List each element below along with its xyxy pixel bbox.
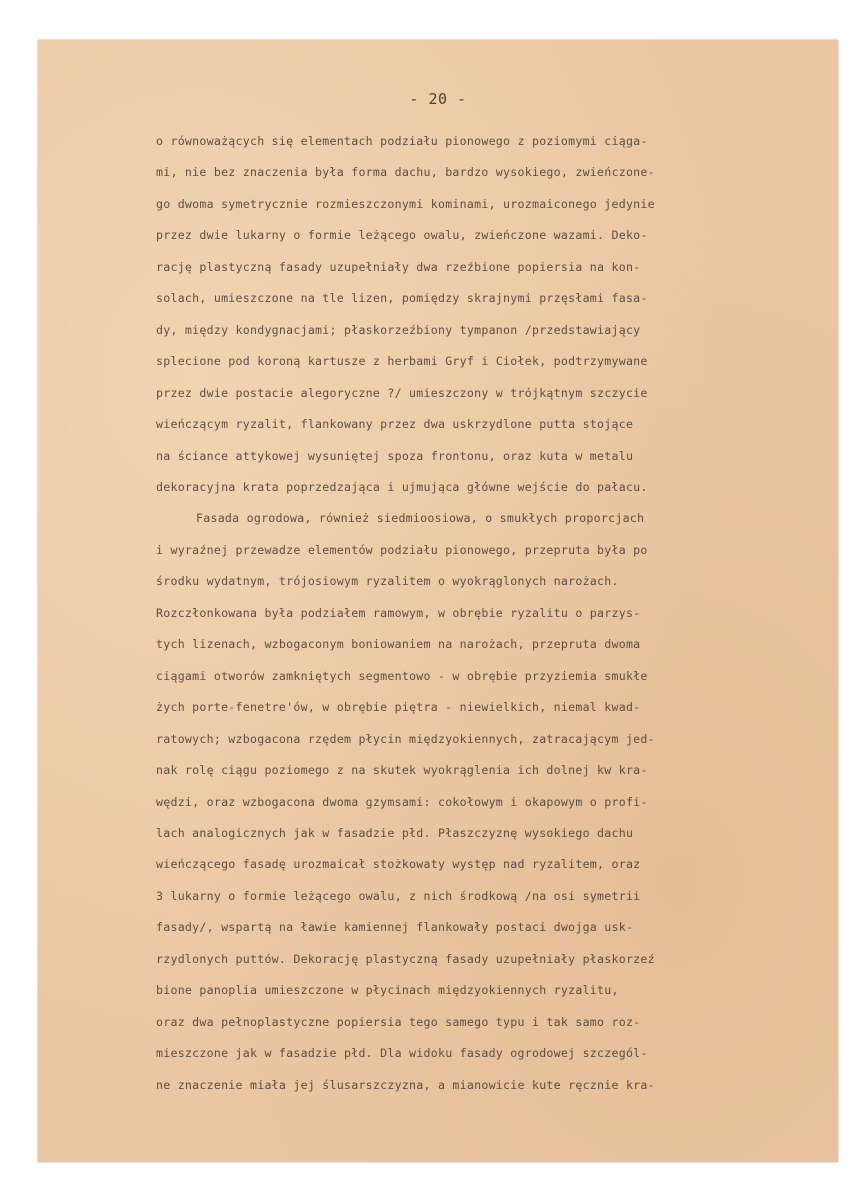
text-line: środku wydatnym, trójosiowym ryzalitem o wyokrąglonych narożach. (156, 574, 619, 589)
text-line: mieszczone jak w fasadzie płd. Dla widoku fasady ogrodowej szczegól- (156, 1046, 648, 1061)
text-line: dy, między kondygnacjami; płaskorzeźbiony tympanon /przedstawiający (156, 322, 641, 337)
text-line: wieńczącego fasadę urozmaicał stożkowaty występ nad ryzalitem, oraz (156, 857, 641, 872)
text-line: przez dwie lukarny o formie leżącego owalu, zwieńczone wazami. Deko- (156, 228, 648, 243)
text-line: ne znaczenie miała jej ślusarszczyzna, a mianowicie kute ręcznie kra- (156, 1077, 655, 1092)
text-line: rzydlonych puttów. Dekorację plastyczną fasady uzupełniały płaskorzeź (156, 951, 655, 966)
text-line: rację plastyczną fasady uzupełniały dwa rzeźbione popiersia na kon- (156, 259, 641, 274)
document-page (38, 40, 838, 1162)
paragraph-start-line: Fasada ogrodowa, również siedmioosiowa, o smukłych proporcjach (196, 511, 645, 526)
text-line: ciągami otworów zamkniętych segmentowo - w obrębie przyziemia smukłe (156, 668, 648, 683)
text-line: Rozczłonkowana była podziałem ramowym, w obrębie ryzalitu o parzys- (156, 605, 641, 620)
text-line: 3 lukarny o formie leżącego owalu, z nich środkową /na osi symetrii (156, 888, 641, 903)
text-line: na ściance attykowej wysuniętej spoza frontonu, oraz kuta w metalu (156, 448, 634, 463)
text-line: mi, nie bez znaczenia była forma dachu, bardzo wysokiego, zwieńczone- (156, 165, 655, 180)
text-line: solach, umieszczone na tle lizen, pomiędzy skrajnymi przęsłami fasa- (156, 291, 648, 306)
text-line: tych lizenach, wzbogaconym boniowaniem na narożach, przepruta dwoma (156, 637, 641, 652)
text-line: nak rolę ciągu poziomego z na skutek wyokrąglenia ich dolnej kw kra- (156, 763, 648, 778)
text-line: o równoważących się elementach podziału pionowego z poziomymi ciąga- (156, 134, 648, 148)
text-line: fasady/, wspartą na ławie kamiennej flankowały postaci dwojga usk- (156, 920, 634, 935)
text-line: wędzi, oraz wzbogacona dwoma gzymsami: cokołowym i okapowym o profi- (156, 794, 648, 809)
text-line: bione panoplia umieszczone w płycinach międzyokiennych ryzalitu, (156, 983, 619, 998)
text-line: przez dwie postacie alegoryczne ?/ umieszczony w trójkątnym szczycie (156, 385, 648, 400)
text-line: lach analogicznych jak w fasadzie płd. Płaszczyznę wysokiego dachu (156, 825, 634, 840)
text-line: go dwoma symetrycznie rozmieszczonymi kominami, urozmaiconego jedynie (156, 196, 655, 211)
text-line: splecione pod koroną kartusze z herbami Gryf i Ciołek, podtrzymywane (156, 354, 648, 369)
text-line: i wyraźnej przewadze elementów podziału pionowego, przeprutа była po (156, 542, 648, 557)
text-line: oraz dwa pełnoplastyczne popiersia tego samego typu i tak samo roz- (156, 1014, 641, 1029)
text-line: wieńczącym ryzalit, flankowany przez dwa uskrzydlone putta stojące (156, 417, 634, 432)
body-text (156, 126, 826, 1101)
text-line: żych porte-fenetre'ów, w obrębie piętra - niewielkich, niemal kwad- (156, 700, 641, 715)
text-line: ratowych; wzbogacona rzędem płycin międzyokiennych, zatracającym jed- (156, 731, 655, 746)
text-line: dekoracyjna krata poprzedzająca i ujmująca główne wejście do pałacu. (156, 479, 648, 494)
page-number: - 20 - (409, 90, 467, 108)
